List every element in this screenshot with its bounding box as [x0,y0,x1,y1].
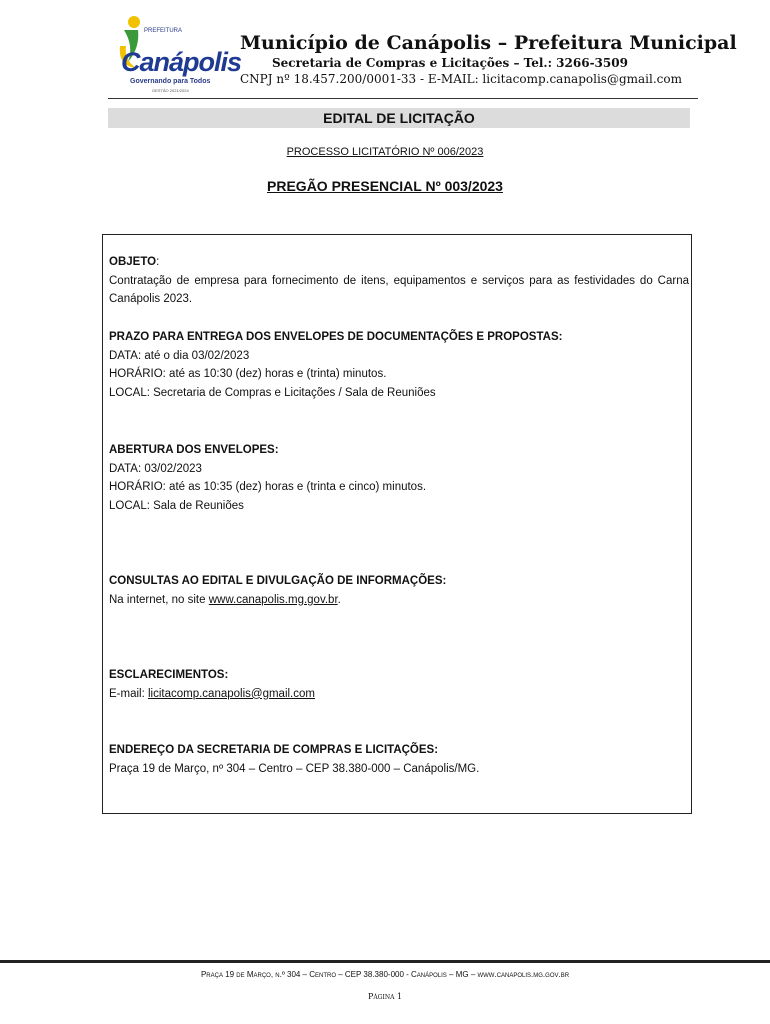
email-prefix: E-mail: [109,687,148,700]
prazo-section [109,328,689,402]
email-link[interactable]: licitacomp.canapolis@gmail.com [147,687,315,700]
processo-line [0,146,770,158]
prazo-data: DATA: até o dia 03/02/2023 [109,349,250,362]
logo-name: Canápolis [121,47,242,77]
footer-address: Praça 19 de Março, n.º 304 – Centro – CEP 38.380-000 - Canápolis – MG – www.canapolis.mg.gov.br [200,970,570,979]
abertura-local: LOCAL: Sala de Reuniões [109,499,244,512]
consultas-heading: CONSULTAS AO EDITAL E DIVULGAÇÃO DE INFORMAÇÕES: [109,575,447,587]
info-box [102,234,692,814]
prazo-local: LOCAL: Secretaria de Compras e Licitações / Sala de Reuniões [109,386,436,399]
consultas-prefix: Na internet, no site [109,593,209,606]
banner-title: EDITAL DE LICITAÇÃO [323,110,475,126]
consultas-section [109,572,689,609]
logo-slogan: Governando para Todos [130,78,211,85]
processo-number: PROCESSO LICITATÓRIO Nº 006/2023 [286,146,484,158]
header-title: Município de Canápolis – Prefeitura Municipal [240,32,737,54]
abertura-section [109,441,689,515]
logo-pre-label: PREFEITURA [144,28,183,34]
pregao-number: PREGÃO PRESENCIAL Nº 003/2023 [267,178,503,194]
header-subtitle: Secretaria de Compras e Licitações – Tel.: 3266-3509 [272,56,628,70]
logo-sun-icon [128,16,140,28]
abertura-horario: HORÁRIO: até as 10:35 (dez) horas e (trinta e cinco) minutos. [109,481,427,494]
objeto-text: Contratação de empresa para fornecimento de itens, equipamentos e serviços para as festividades do Carna Canápolis 2023. [109,274,689,306]
endereco-heading: ENDEREÇO DA SECRETARIA DE COMPRAS E LICITAÇÕES: [109,744,439,756]
prazo-horario: HORÁRIO: até as 10:30 (dez) horas e (trinta) minutos. [109,368,387,381]
footer-divider [0,960,770,963]
doc-banner [108,108,690,128]
esclarecimentos-heading: ESCLARECIMENTOS: [109,669,229,681]
objeto-section: OBJETO: Contratação de empresa para fornecimento de itens, equipamentos e serviços para as festividades do Carna Canápolis 2023. [109,253,689,309]
pregao-line [0,178,770,194]
page-number: Página 1 [367,992,403,1001]
endereco-section [109,741,689,778]
website-link[interactable]: www.canapolis.mg.gov.br [208,593,338,606]
esclarecimentos-section [109,666,689,703]
abertura-heading: ABERTURA DOS ENVELOPES: [109,444,279,456]
header-contact: CNPJ nº 18.457.200/0001-33 - E-MAIL: licitacomp.canapolis@gmail.com [240,72,682,86]
prazo-heading: PRAZO PARA ENTREGA DOS ENVELOPES DE DOCUMENTAÇÕES E PROPOSTAS: [109,331,563,343]
logo-tiny: GESTÃO 2021/2024 [152,88,189,93]
endereco-text: Praça 19 de Março, nº 304 – Centro – CEP 38.380-000 – Canápolis/MG. [109,762,480,775]
abertura-data: DATA: 03/02/2023 [109,462,202,475]
objeto-heading: OBJETO [109,256,157,268]
header-divider [108,98,698,99]
consultas-suffix: . [337,593,341,606]
